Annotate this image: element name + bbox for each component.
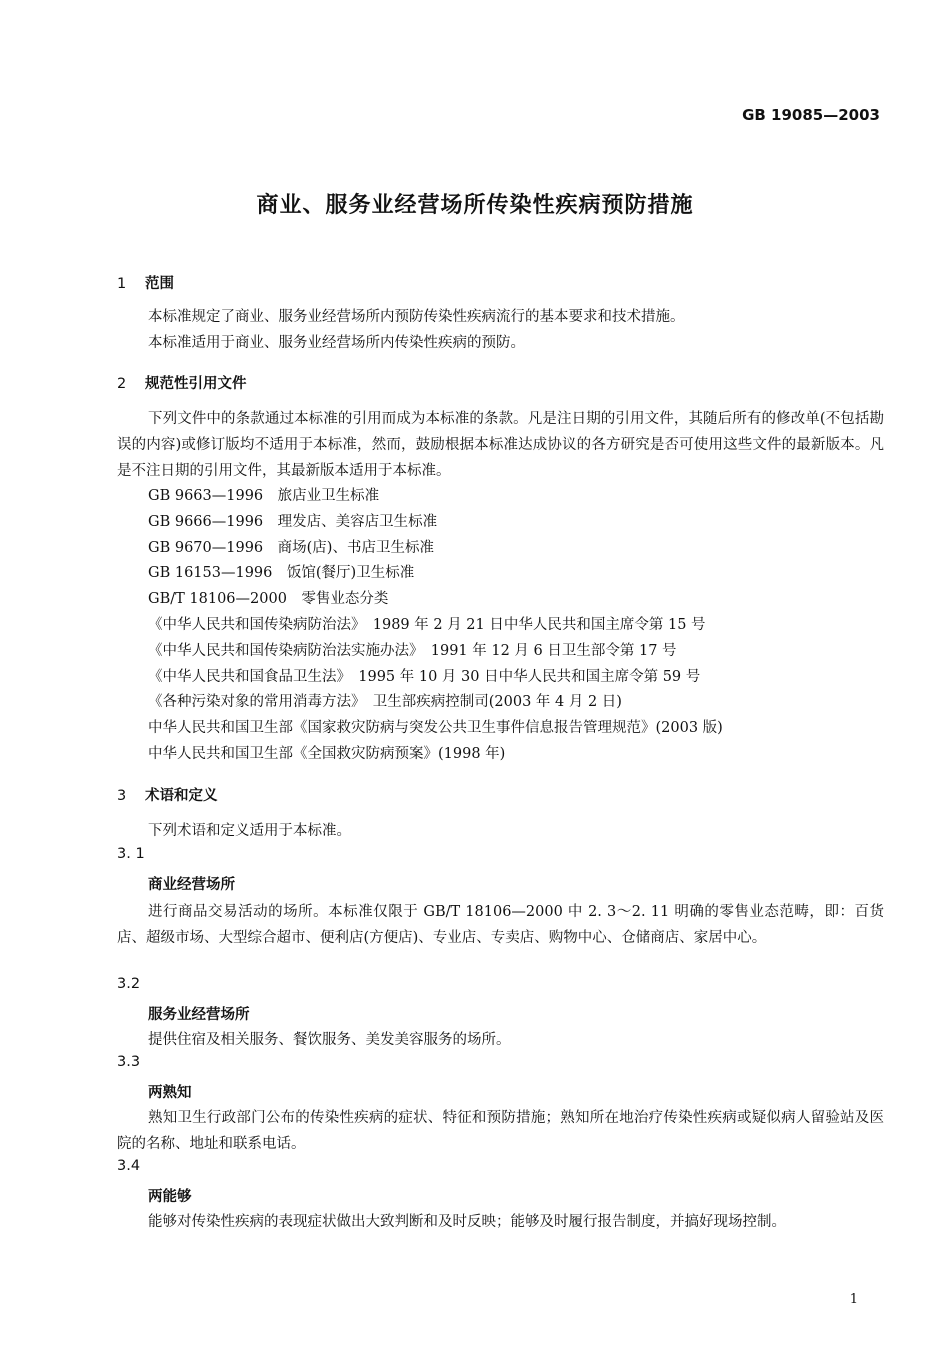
subsection-number: 3. 1 bbox=[117, 846, 145, 862]
section-1-heading bbox=[117, 272, 174, 293]
reference-item: GB 9666—1996 理发店、美容店卫生标准 bbox=[148, 513, 438, 530]
term-title: 两熟知 bbox=[148, 1085, 192, 1101]
reference-list bbox=[148, 484, 723, 768]
reference-item: 《中华人民共和国食品卫生法》 1995 年 10 月 30 日中华人民共和国主席令第 59 号 bbox=[148, 668, 701, 685]
section-3-heading bbox=[117, 784, 218, 805]
standard-number: GB 19085—2003 bbox=[742, 106, 880, 124]
paragraph: 下列文件中的条款通过本标准的引用而成为本标准的条款。凡是注日期的引用文件，其随后所有的修改单(不包括勘误的内容)或修订版均不适用于本标准，然而，鼓励根据本标准达成协议的各方研究是否可使用这些文件的最新版本。凡是不注日期的引用文件，其最新版本适用于本标准。 bbox=[117, 411, 884, 479]
term-definition: 熟知卫生行政部门公布的传染性疾病的症状、特征和预防措施；熟知所在地治疗传染性疾病或疑似病人留验站及医院的名称、地址和联系电话。 bbox=[117, 1110, 884, 1152]
reference-item: 中华人民共和国卫生部《国家救灾防病与突发公共卫生事件信息报告管理规范》(2003 版) bbox=[148, 720, 723, 737]
subsection-number: 3.3 bbox=[117, 1054, 141, 1070]
term-title: 商业经营场所 bbox=[148, 877, 235, 893]
section-title: 范围 bbox=[145, 276, 174, 292]
subsection-number: 3.2 bbox=[117, 976, 141, 992]
paragraph: 下列术语和定义适用于本标准。 bbox=[148, 823, 351, 839]
paragraph: 本标准规定了商业、服务业经营场所内预防传染性疾病流行的基本要求和技术措施。 bbox=[148, 309, 685, 325]
reference-item: 《中华人民共和国传染病防治法实施办法》 1991 年 12 月 6 日卫生部令第 17 号 bbox=[148, 642, 677, 659]
document-title: 商业、服务业经营场所传染性疾病预防措施 bbox=[256, 193, 694, 218]
term-definition: 能够对传染性疾病的表现症状做出大致判断和及时反映；能够及时履行报告制度，并搞好现场控制。 bbox=[148, 1214, 786, 1230]
section-title: 术语和定义 bbox=[145, 788, 218, 804]
reference-item: GB 9670—1996 商场(店)、书店卫生标准 bbox=[148, 539, 434, 556]
section-number: 2 bbox=[117, 376, 127, 392]
paragraph: 本标准适用于商业、服务业经营场所内传染性疾病的预防。 bbox=[148, 335, 525, 351]
section-number: 1 bbox=[117, 276, 127, 292]
page-number: 1 bbox=[849, 1292, 858, 1307]
section-title: 规范性引用文件 bbox=[145, 376, 247, 392]
section-2-heading bbox=[117, 372, 247, 393]
term-definition: 进行商品交易活动的场所。本标准仅限于 GB/T 18106—2000 中 2. 3～2. 11 明确的零售业态范畴，即：百货店、超级市场、大型综合超市、便利店(方便店)、专业店、专卖店、购物中心、仓储商店、家居中心。 bbox=[117, 904, 884, 946]
subsection-number: 3.4 bbox=[117, 1158, 141, 1174]
reference-item: 《中华人民共和国传染病防治法》 1989 年 2 月 21 日中华人民共和国主席令第 15 号 bbox=[148, 616, 706, 633]
reference-item: GB/T 18106—2000 零售业态分类 bbox=[148, 591, 389, 608]
reference-item: 《各种污染对象的常用消毒方法》 卫生部疾病控制司(2003 年 4 月 2 日) bbox=[148, 694, 622, 711]
section-number: 3 bbox=[117, 788, 127, 804]
reference-item: GB 16153—1996 饭馆(餐厅)卫生标准 bbox=[148, 565, 415, 582]
reference-item: GB 9663—1996 旅店业卫生标准 bbox=[148, 488, 380, 504]
reference-item: 中华人民共和国卫生部《全国救灾防病预案》(1998 年) bbox=[148, 745, 506, 762]
term-title: 服务业经营场所 bbox=[148, 1007, 250, 1023]
term-title: 两能够 bbox=[148, 1189, 192, 1205]
term-definition: 提供住宿及相关服务、餐饮服务、美发美容服务的场所。 bbox=[148, 1032, 511, 1048]
